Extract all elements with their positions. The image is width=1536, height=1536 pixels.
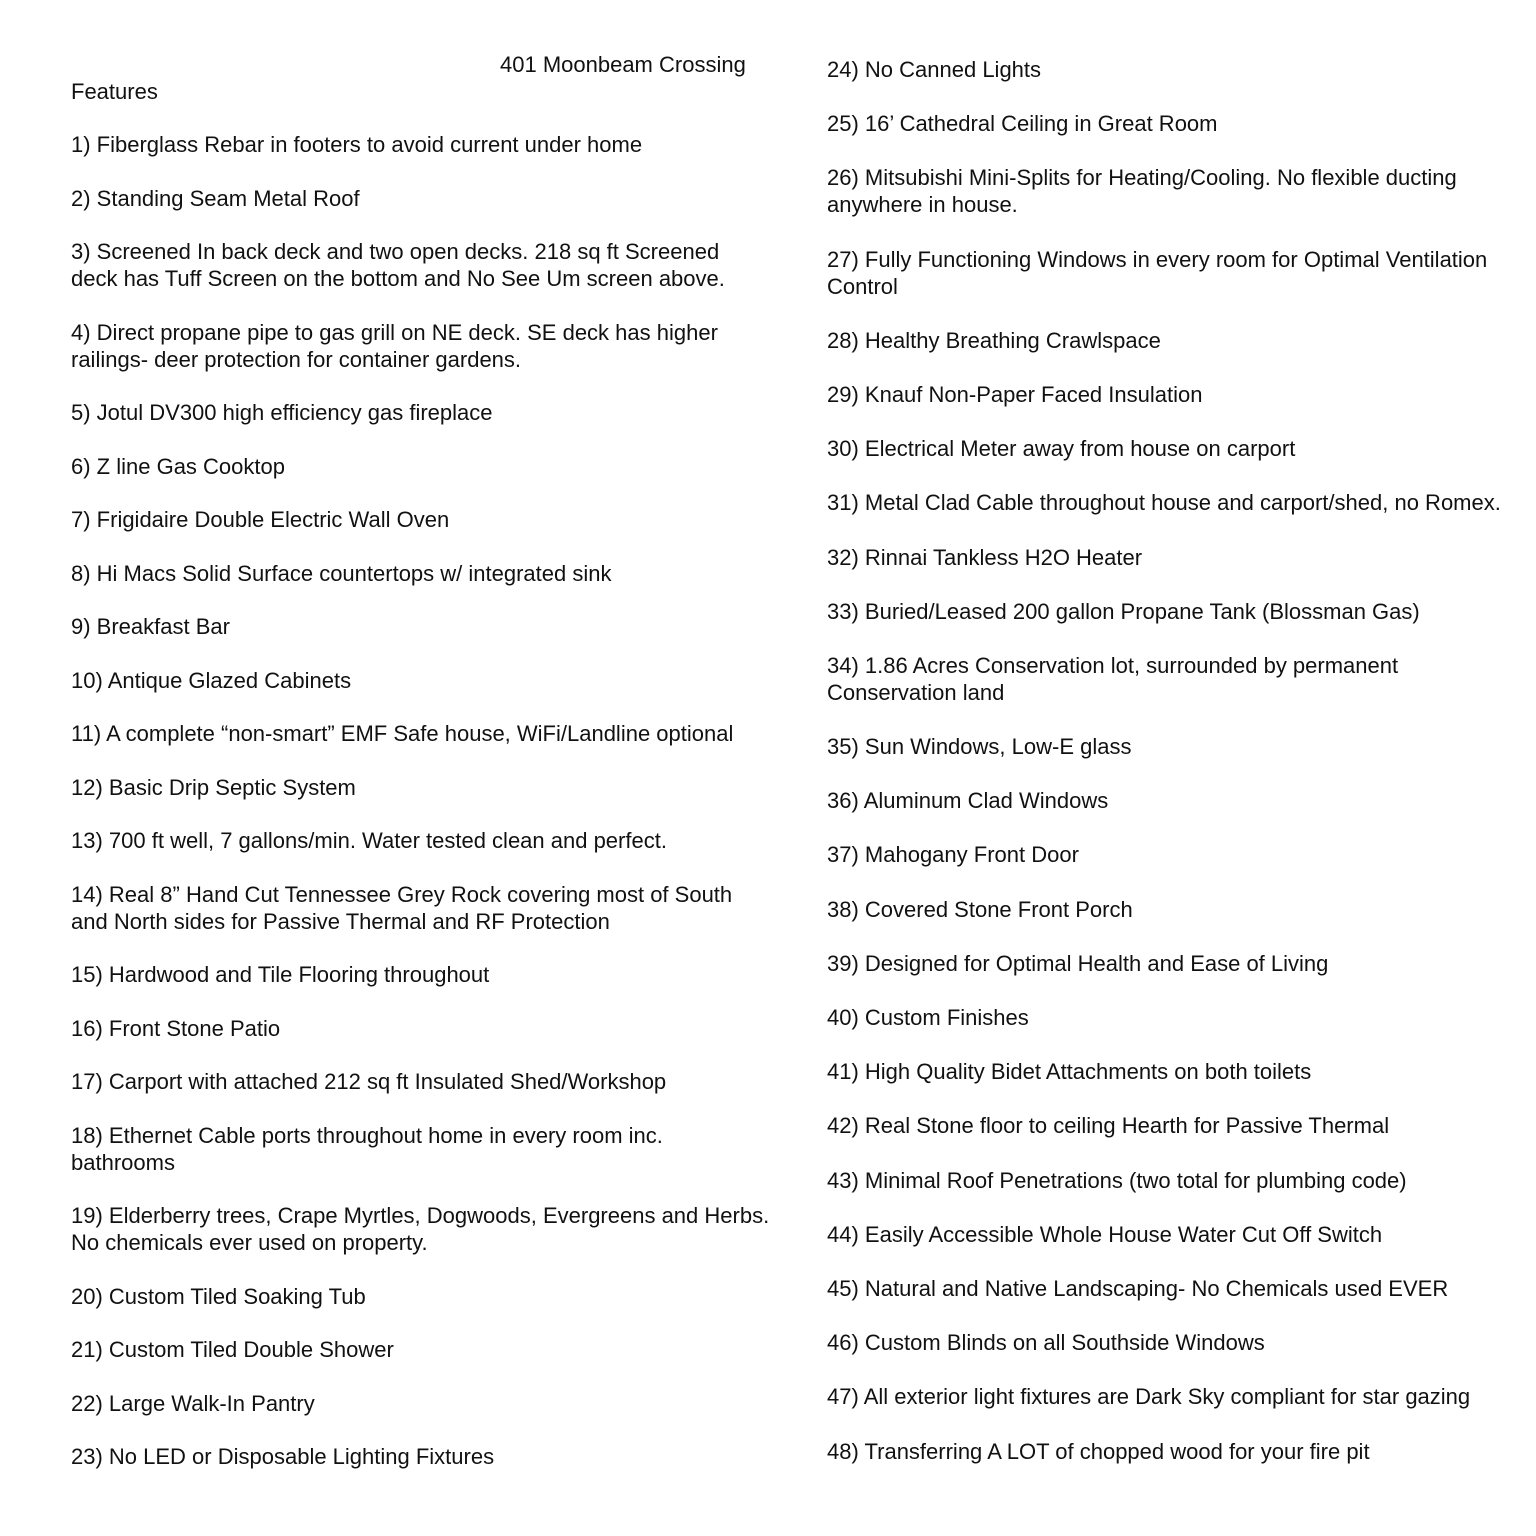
feature-item: 1) Fiberglass Rebar in footers to avoid current under home — [71, 132, 643, 157]
feature-item: 34) 1.86 Acres Conservation lot, surrounded by permanent Conservation land — [827, 652, 1399, 705]
feature-item: 25) 16’ Cathedral Ceiling in Great Room — [827, 111, 1218, 137]
feature-item: 41) High Quality Bidet Attachments on both toilets — [827, 1059, 1312, 1085]
feature-item: 43) Minimal Roof Penetrations (two total for plumbing code) — [827, 1167, 1407, 1193]
features-left-column — [71, 131, 771, 1497]
feature-item: 31) Metal Clad Cable throughout house and carport/shed, no Romex. — [827, 490, 1501, 516]
feature-item: 15) Hardwood and Tile Flooring throughout — [71, 962, 490, 987]
feature-item: 48) Transferring A LOT of chopped wood for your fire pit — [827, 1438, 1370, 1464]
feature-item: 35) Sun Windows, Low-E glass — [827, 734, 1132, 760]
feature-item: 6) Z line Gas Cooktop — [71, 453, 285, 479]
feature-item: 44) Easily Accessible Whole House Water Cut Off Switch — [827, 1221, 1383, 1247]
feature-item: 10) Antique Glazed Cabinets — [71, 667, 352, 693]
feature-item: 30) Electrical Meter away from house on carport — [827, 436, 1296, 462]
feature-item: 26) Mitsubishi Mini-Splits for Heating/Cooling. No flexible ducting anywhere in house. — [827, 165, 1457, 218]
document-title: 401 Moonbeam Crossing — [500, 52, 746, 77]
feature-item: 28) Healthy Breathing Crawlspace — [827, 327, 1161, 353]
feature-item: 42) Real Stone floor to ceiling Hearth for Passive Thermal — [827, 1113, 1390, 1139]
feature-item: 7) Frigidaire Double Electric Wall Oven — [71, 507, 450, 532]
feature-item: 45) Natural and Native Landscaping- No Chemicals used EVER — [827, 1275, 1449, 1301]
feature-item: 8) Hi Macs Solid Surface countertops w/ integrated sink — [71, 560, 612, 586]
feature-item: 18) Ethernet Cable ports throughout home in every room inc. bathrooms — [71, 1122, 663, 1175]
feature-item: 14) Real 8” Hand Cut Tennessee Grey Rock covering most of South and North sides for Passive Thermal and RF Protection — [71, 881, 733, 934]
feature-item: 13) 700 ft well, 7 gallons/min. Water tested clean and perfect. — [71, 828, 667, 853]
feature-item: 36) Aluminum Clad Windows — [827, 788, 1109, 814]
feature-item: 2) Standing Seam Metal Roof — [71, 185, 360, 211]
feature-item: 20) Custom Tiled Soaking Tub — [71, 1283, 366, 1309]
features-right-column — [827, 56, 1517, 1492]
feature-item: 17) Carport with attached 212 sq ft Insulated Shed/Workshop — [71, 1069, 667, 1094]
feature-item: 21) Custom Tiled Double Shower — [71, 1337, 394, 1362]
feature-item: 47) All exterior light fixtures are Dark Sky compliant for star gazing — [827, 1384, 1471, 1410]
feature-item: 38) Covered Stone Front Porch — [827, 896, 1133, 922]
feature-item: 4) Direct propane pipe to gas grill on NE deck. SE deck has higher railings- deer protection for container gardens. — [71, 319, 718, 372]
feature-item: 46) Custom Blinds on all Southside Windows — [827, 1330, 1265, 1356]
feature-item: 5) Jotul DV300 high efficiency gas fireplace — [71, 400, 493, 425]
feature-item: 11) A complete “non-smart” EMF Safe house, WiFi/Landline optional — [71, 721, 734, 746]
feature-item: 19) Elderberry trees, Crape Myrtles, Dogwoods, Evergreens and Herbs. No chemicals ever used on property. — [71, 1203, 770, 1255]
feature-item: 16) Front Stone Patio — [71, 1015, 281, 1041]
feature-item: 32) Rinnai Tankless H2O Heater — [827, 544, 1143, 570]
feature-item: 40) Custom Finishes — [827, 1005, 1029, 1030]
feature-item: 29) Knauf Non-Paper Faced Insulation — [827, 381, 1203, 407]
features-heading: Features — [71, 79, 158, 104]
feature-item: 39) Designed for Optimal Health and Ease of Living — [827, 950, 1329, 976]
feature-item: 23) No LED or Disposable Lighting Fixtures — [71, 1444, 495, 1469]
feature-item: 33) Buried/Leased 200 gallon Propane Tank (Blossman Gas) — [827, 598, 1420, 624]
feature-item: 24) No Canned Lights — [827, 57, 1042, 82]
feature-item: 27) Fully Functioning Windows in every room for Optimal Ventilation Control — [827, 246, 1488, 299]
feature-item: 3) Screened In back deck and two open decks. 218 sq ft Screened deck has Tuff Screen on the bottom and No See Um screen above. — [71, 239, 725, 291]
feature-item: 12) Basic Drip Septic System — [71, 774, 356, 800]
feature-item: 22) Large Walk-In Pantry — [71, 1390, 315, 1416]
feature-item: 37) Mahogany Front Door — [827, 842, 1079, 868]
feature-item: 9) Breakfast Bar — [71, 614, 230, 639]
